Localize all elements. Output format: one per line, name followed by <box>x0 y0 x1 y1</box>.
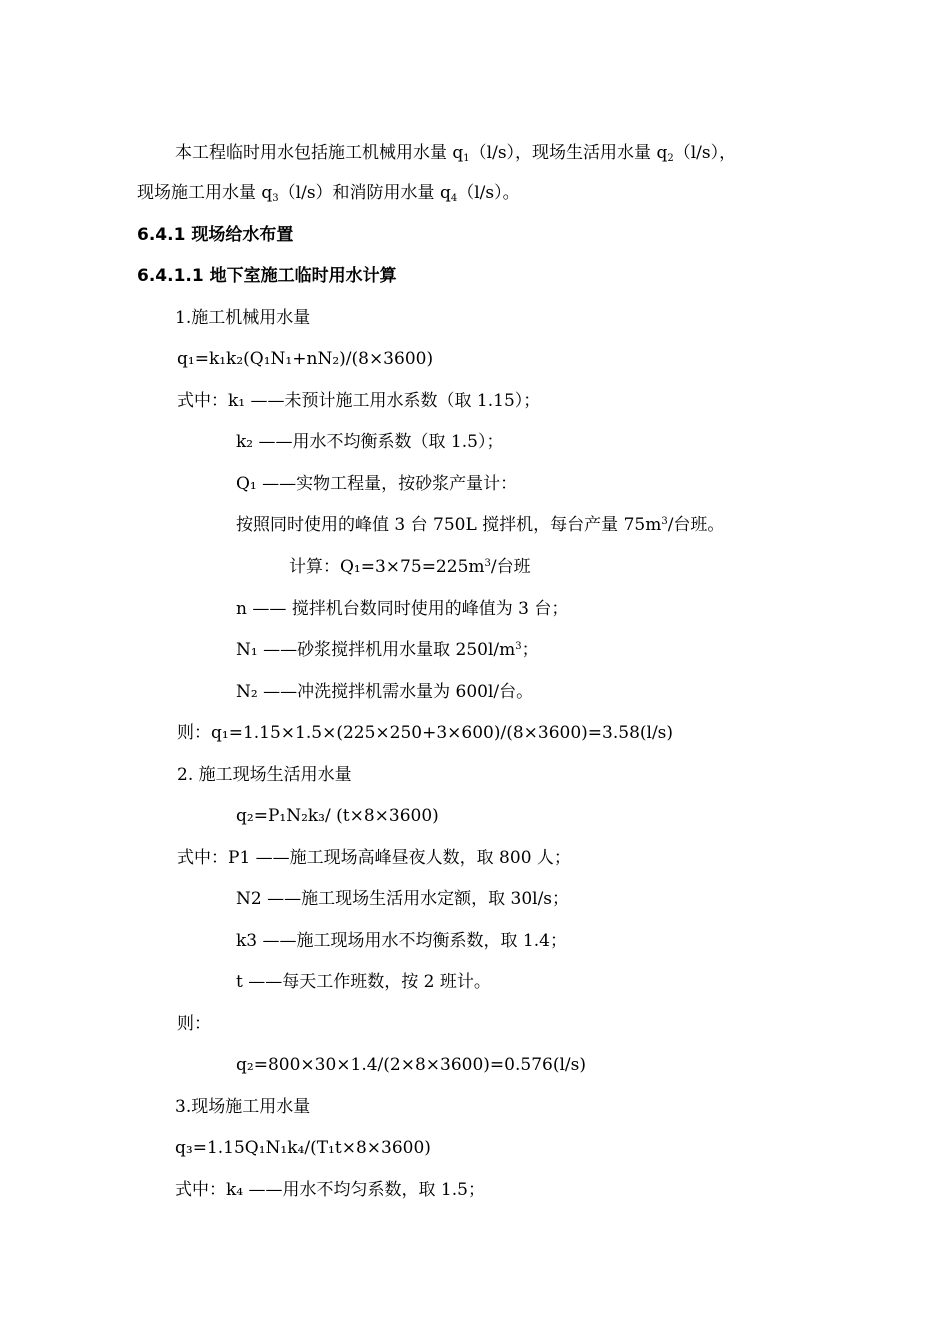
intro-text: 本工程临时用水包括施工机械用水量 q <box>175 143 464 163</box>
superscript: 3 <box>661 516 668 527</box>
definition: 式中：k₁ ——未预计施工用水系数（取 1.15）； <box>177 391 541 411</box>
intro-line-1 <box>175 141 736 165</box>
definition-text: N₁ ——砂浆搅拌机用水量取 250l/m <box>236 640 516 660</box>
intro-text: （l/s）。 <box>457 183 520 203</box>
superscript: 3 <box>515 641 522 652</box>
formula: q₁=k₁k₂(Q₁N₁+nN₂)/(8×3600) <box>177 349 434 369</box>
calculation-text: /台班 <box>490 557 531 577</box>
definition: k3 ——施工现场用水不均衡系数，取 1.4； <box>236 931 567 951</box>
item-title: 3.现场施工用水量 <box>175 1097 311 1117</box>
section-heading: 6.4.1 现场给水布置 <box>137 225 294 245</box>
definition: N₂ ——冲洗搅拌机需水量为 600l/台。 <box>236 682 534 702</box>
formula: q₂=P₁N₂k₃/ (t×8×3600) <box>236 806 439 826</box>
formula: q₃=1.15Q₁N₁k₄/(T₁t×8×3600) <box>175 1138 431 1158</box>
intro-text: 现场施工用水量 q <box>137 183 273 203</box>
calculation <box>289 555 531 579</box>
result: 则：q₁=1.15×1.5×(225×250+3×600)/(8×3600)=3.58(l/s) <box>177 723 674 743</box>
result: q₂=800×30×1.4/(2×8×3600)=0.576(l/s) <box>236 1055 586 1075</box>
subscript: 4 <box>450 193 458 204</box>
definition-text: 按照同时使用的峰值 3 台 750L 搅拌机，每台产量 75m <box>236 515 662 535</box>
subsection-heading: 6.4.1.1 地下室施工临时用水计算 <box>137 266 397 286</box>
subscript: 1 <box>463 153 470 164</box>
superscript: 3 <box>484 558 491 569</box>
definition: Q₁ ——实物工程量，按砂浆产量计： <box>236 474 518 494</box>
intro-text: （l/s），现场生活用水量 q <box>469 143 668 163</box>
item-title: 1.施工机械用水量 <box>175 308 311 328</box>
definition: n —— 搅拌机台数同时使用的峰值为 3 台； <box>236 599 569 619</box>
intro-line-2 <box>137 181 520 205</box>
calculation-text: 计算：Q₁=3×75=225m <box>289 557 485 577</box>
definition: t ——每天工作班数，按 2 班计。 <box>236 972 491 992</box>
subscript: 2 <box>667 153 674 164</box>
subscript: 3 <box>272 193 279 204</box>
definition: N2 ——施工现场生活用水定额，取 30l/s； <box>236 889 570 909</box>
item-title: 2. 施工现场生活用水量 <box>177 765 352 785</box>
definition <box>236 638 539 662</box>
definition: 式中：k₄ ——用水不均匀系数，取 1.5； <box>175 1180 485 1200</box>
intro-text: （l/s）， <box>673 143 737 163</box>
definition: k₂ ——用水不均衡系数（取 1.5）； <box>236 432 504 452</box>
definition-text: ； <box>521 640 539 660</box>
then-label: 则： <box>177 1014 211 1034</box>
intro-text: （l/s）和消防用水量 q <box>278 183 451 203</box>
definition-text: /台班。 <box>667 515 725 535</box>
definition: 式中：P1 ——施工现场高峰昼夜人数，取 800 人； <box>177 848 571 868</box>
definition <box>236 513 724 537</box>
